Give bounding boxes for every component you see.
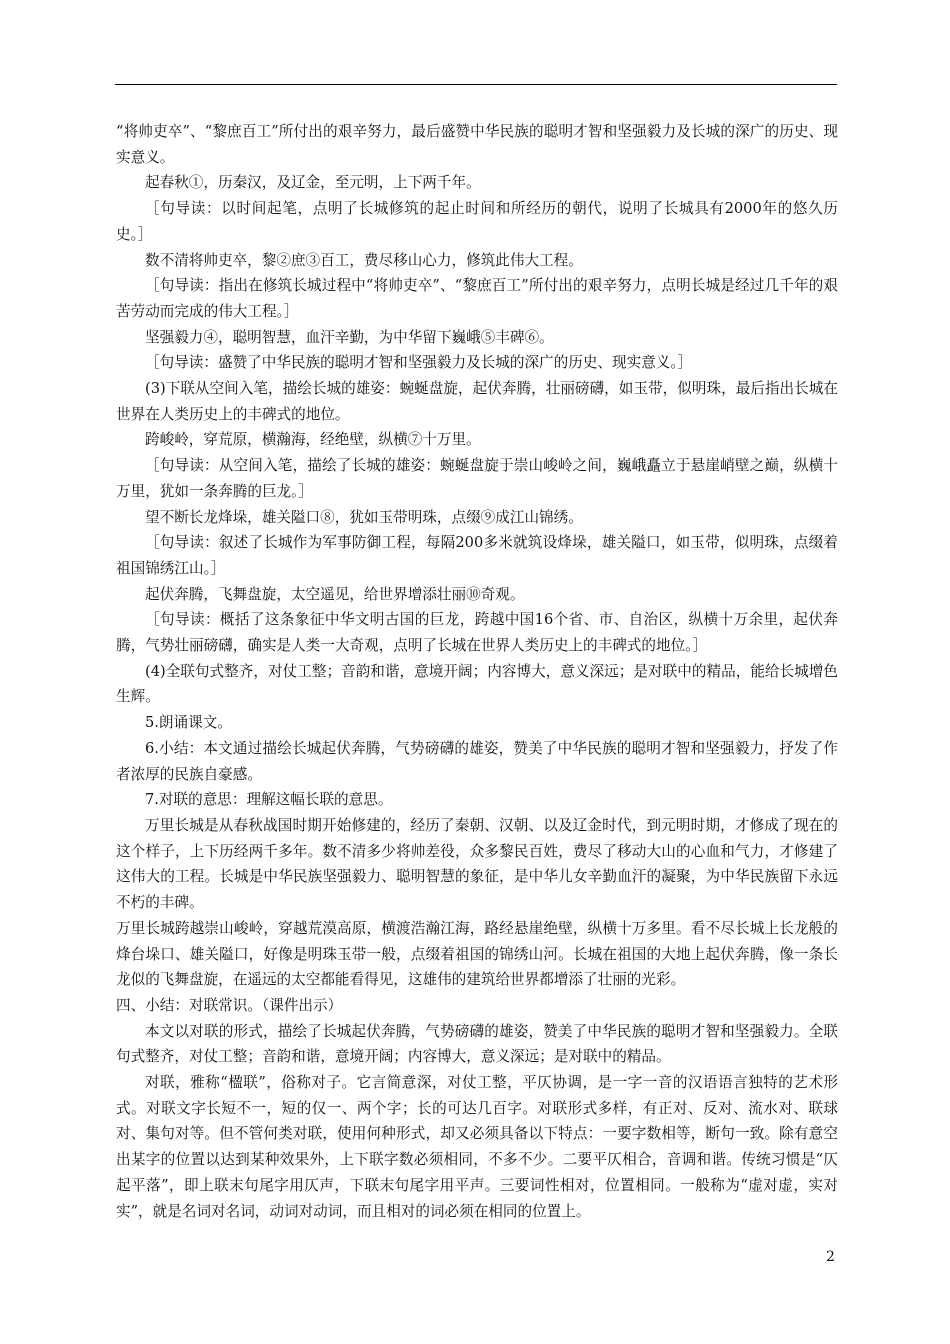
- paragraph: 7.对联的意思：理解这幅长联的意思。: [145, 791, 393, 809]
- paragraph: 跨峻岭，穿荒原，横瀚海，经绝壁，纵横⑦十万里。: [145, 431, 481, 449]
- paragraph: ［句导读：以时间起笔，点明了长城修筑的起止时间和所经历的朝代，说明了长城具有2000年的悠久历史。］: [116, 200, 838, 243]
- paragraph: 6.小结：本文通过描绘长城起伏奔腾，气势磅礴的雄姿，赞美了中华民族的聪明才智和坚强毅力，抒发了作者浓厚的民族自豪感。: [116, 739, 838, 783]
- document-body: [116, 119, 838, 1224]
- header-rule: [115, 84, 837, 85]
- paragraph: “将帅吏卒”、“黎庶百工”所付出的艰辛努力，最后盛赞中华民族的聪明才智和坚强毅力及长城的深广的历史、现实意义。: [116, 123, 838, 166]
- paragraph: ［句导读：指出在修筑长城过程中“将帅吏卒”、“黎庶百工”所付出的艰辛努力，点明长城是经过几千年的艰苦劳动而完成的伟大工程。］: [116, 277, 838, 320]
- paragraph: 数不清将帅吏卒，黎②庶③百工，费尽移山心力，修筑此伟大工程。: [145, 251, 583, 269]
- paragraph: 四、小结：对联常识。（课件出示）: [116, 996, 343, 1014]
- paragraph: (4)全联句式整齐，对仗工整；音韵和谐，意境开阔；内容博大，意义深远；是对联中的精品，能给长城增色生辉。: [116, 662, 838, 706]
- paragraph: 本文以对联的形式，描绘了长城起伏奔腾，气势磅礴的雄姿，赞美了中华民族的聪明才智和坚强毅力。全联句式整齐，对仗工整；音韵和谐，意境开阔；内容博大，意义深远；是对联中的精品。: [116, 1022, 838, 1066]
- paragraph: 万里长城是从春秋战国时期开始修建的，经历了秦朝、汉朝、以及辽金时代，到元明时期，才修成了现在的这个样子，上下历经两千多年。数不清多少将帅差役，众多黎民百姓，费尽了移动大山的心血和气力，才修建了这伟大的工程。长城是中华民族坚强毅力、聪明智慧的象征，是中华儿女辛勤血汗的凝聚，为中华民族留下永远不朽的丰碑。: [116, 816, 838, 912]
- paragraph: ［句导读：从空间入笔，描绘了长城的雄姿：蜿蜒盘旋于崇山峻岭之间，巍峨矗立于悬崖峭壁之巅，纵横十万里，犹如一条奔腾的巨龙。］: [116, 457, 838, 500]
- paragraph: 起伏奔腾，飞舞盘旋，太空遥见，给世界增添壮丽⑩奇观。: [145, 585, 525, 603]
- paragraph: 对联，雅称“楹联”，俗称对子。它言简意深，对仗工整，平仄协调，是一字一音的汉语语言独特的艺术形式。对联文字长短不一，短的仅一、两个字；长的可达几百字。对联形式多样，有正对、反对、流水对、联球对、集句对等。但不管何类对联，使用何种形式，却又必须具备以下特点：一要字数相等，断句一致。除有意空出某字的位置以达到某种效果外，上下联字数必须相同，不多不少。二要平仄相合，音调和谐。传统习惯是“仄起平落”，即上联末句尾字用仄声，下联末句尾字用平声。三要词性相对，位置相同。一般称为“虚对虚，实对实”，就是名词对名词，动词对动词，而且相对的词必须在相同的位置上。: [116, 1074, 838, 1220]
- paragraph: ［句导读：盛赞了中华民族的聪明才智和坚强毅力及长城的深广的历史、现实意义。］: [145, 354, 693, 372]
- paragraph: 起春秋①，历秦汉，及辽金，至元明，上下两千年。: [145, 174, 481, 192]
- paragraph: ［句导读：叙述了长城作为军事防御工程，每隔200多米就筑设烽垛，雄关隘口，如玉带，似明珠，点缀着祖国锦绣江山。］: [116, 534, 838, 577]
- paragraph: ［句导读：概括了这条象征中华文明古国的巨龙，跨越中国16个省、市、自治区，纵横十万余里，起伏奔腾，气势壮丽磅礴，确实是人类一大奇观，点明了长城在世界人类历史上的丰碑式的地位。］: [116, 611, 838, 655]
- paragraph: 万里长城跨越崇山峻岭，穿越荒漠高原，横渡浩瀚江海，路经悬崖绝壁，纵横十万多里。看不尽长城上长龙般的烽台垛口、雄关隘口，好像是明珠玉带一般，点缀着祖国的锦绣山河。长城在祖国的大地上起伏奔腾，像一条长龙似的飞舞盘旋，在遥远的太空都能看得见，这雄伟的建筑给世界都增添了壮丽的光彩。: [116, 919, 838, 989]
- page-number: 2: [826, 1249, 835, 1265]
- paragraph: 5.朗诵课文。: [145, 714, 232, 732]
- paragraph: 坚强毅力④，聪明智慧，血汗辛勤，为中华留下巍峨⑤丰碑⑥。: [145, 328, 554, 346]
- paragraph: 望不断长龙烽垛，雄关隘口⑧，犹如玉带明珠，点缀⑨成江山锦绣。: [145, 508, 583, 526]
- paragraph: (3)下联从空间入笔，描绘长城的雄姿：蜿蜒盘旋，起伏奔腾，壮丽磅礴，如玉带，似明珠，最后指出长城在世界在人类历史上的丰碑式的地位。: [116, 380, 838, 423]
